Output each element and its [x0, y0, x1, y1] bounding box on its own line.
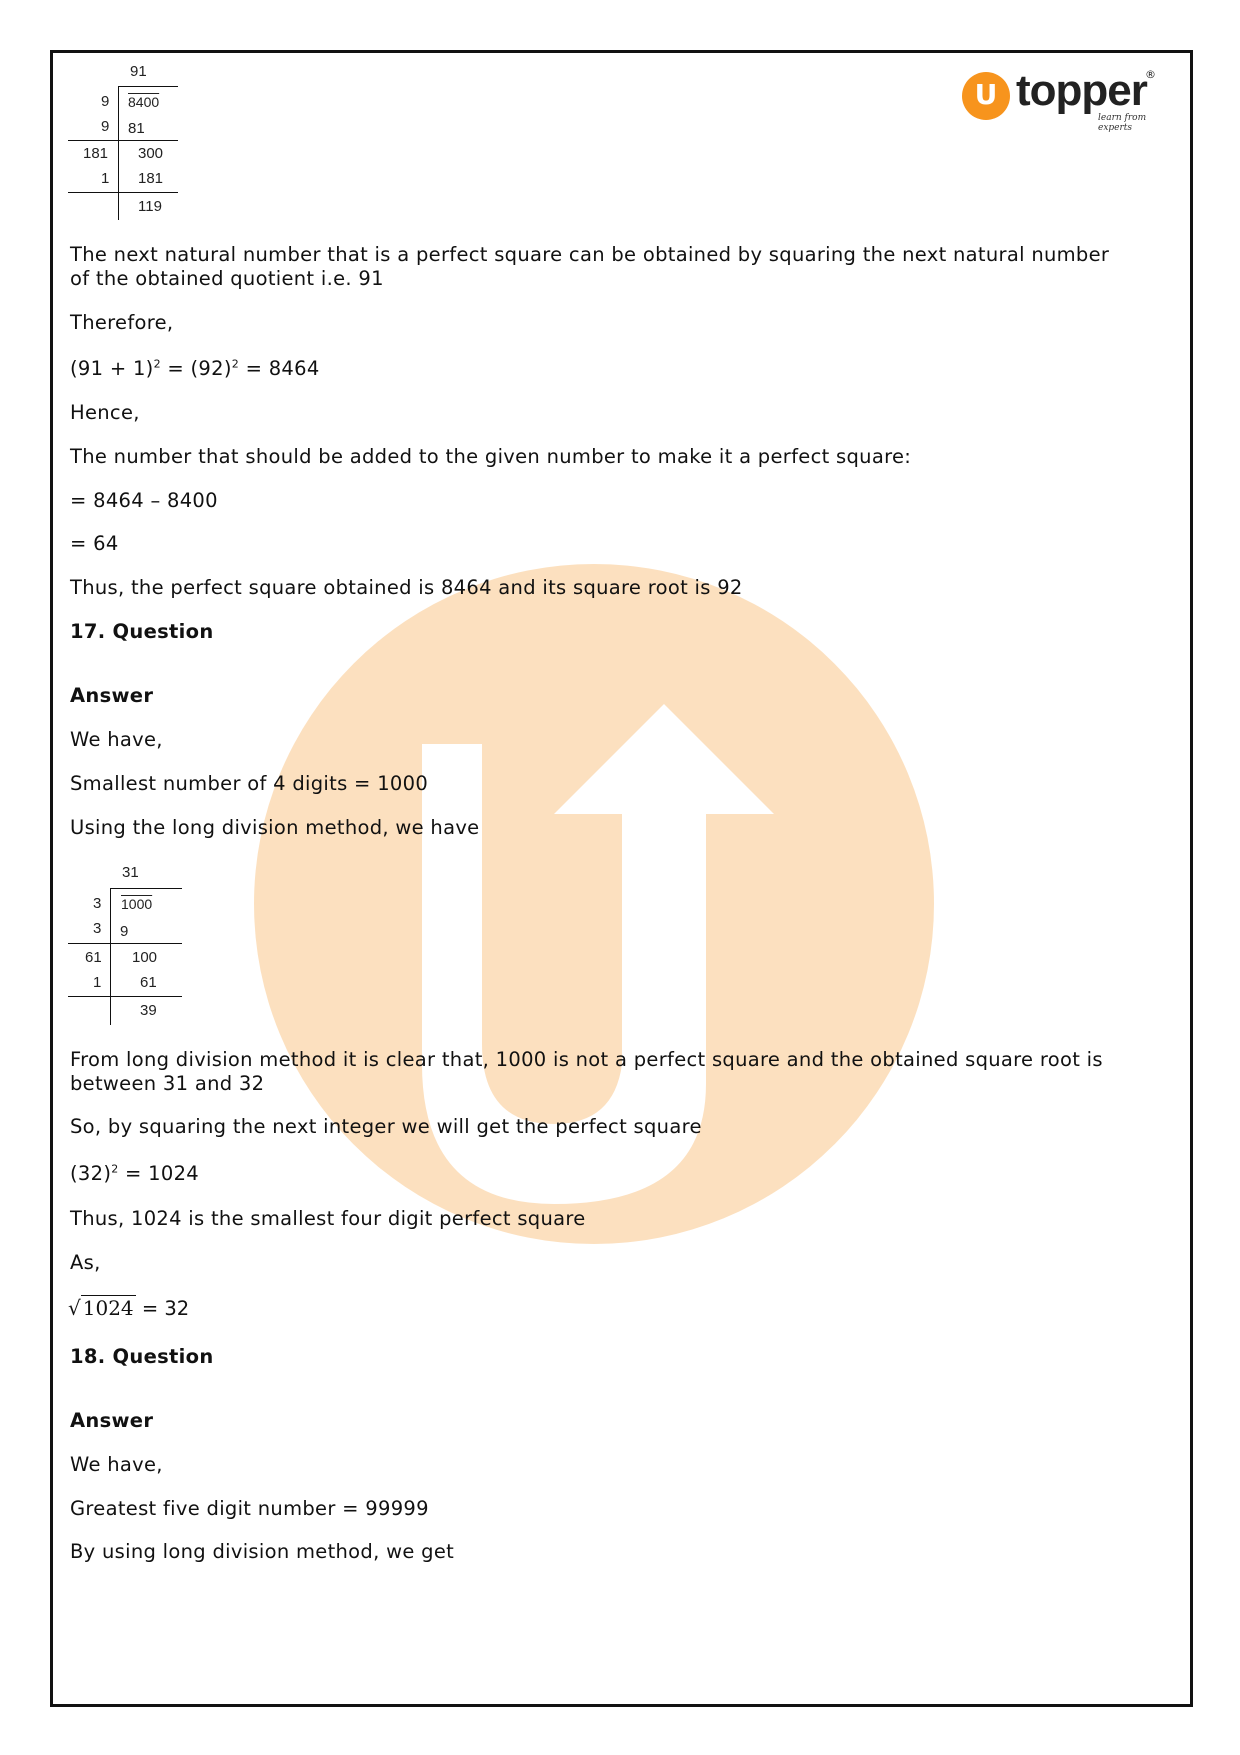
- paragraph: = 8464 – 8400: [70, 489, 218, 512]
- ld2-step: 9: [120, 923, 129, 940]
- page-border: [50, 50, 1193, 1707]
- eq-exponent: 2: [231, 357, 240, 371]
- equation: [70, 1162, 199, 1186]
- answer-heading: Answer: [70, 1409, 154, 1432]
- paragraph: So, by squaring the next integer we will get the perfect square: [70, 1115, 702, 1138]
- eq-part: = (92): [160, 357, 232, 380]
- paragraph: By using long division method, we get: [70, 1540, 455, 1563]
- ld2-step: 39: [140, 1002, 157, 1019]
- ld2-divisor: 3: [93, 920, 102, 937]
- eq-exponent: 2: [111, 1162, 119, 1176]
- equation: [70, 357, 320, 381]
- paragraph: Therefore,: [70, 311, 174, 334]
- ld2-divisor: 61: [85, 949, 102, 966]
- ld2-quotient: 31: [122, 864, 139, 881]
- eq-part: = 1024: [118, 1162, 200, 1185]
- paragraph: Using the long division method, we have: [70, 816, 480, 839]
- ld1-step: 181: [138, 170, 164, 187]
- paragraph: Greatest five digit number = 99999: [70, 1497, 429, 1520]
- long-division-8400: [68, 60, 180, 220]
- paragraph: = 64: [70, 532, 119, 555]
- ld1-divisor: 181: [83, 145, 109, 162]
- logo-mark: U: [962, 72, 1010, 120]
- sqrt-result: = 32: [135, 1297, 190, 1320]
- ld2-step: 61: [140, 974, 157, 991]
- topper-logo: [962, 66, 1162, 133]
- square-root-expression: [68, 1295, 189, 1320]
- ld1-dividend: 8400: [128, 94, 160, 110]
- logo-tagline: learn from experts: [1098, 113, 1147, 133]
- ld2-divisor: 3: [93, 895, 102, 912]
- paragraph: From long division method it is clear that, 1000 is not a perfect square and the obtained square root is between 31 and 32: [70, 1048, 1103, 1095]
- ld1-divisor: 9: [101, 93, 110, 110]
- eq-part: = 8464: [239, 357, 320, 380]
- paragraph: Thus, the perfect square obtained is 8464 and its square root is 92: [70, 576, 743, 599]
- paragraph: We have,: [70, 1453, 163, 1476]
- paragraph: As,: [70, 1251, 101, 1274]
- paragraph: The number that should be added to the given number to make it a perfect square:: [70, 445, 912, 468]
- answer-heading: Answer: [70, 684, 154, 707]
- ld2-step: 100: [132, 949, 158, 966]
- paragraph: The next natural number that is a perfect square can be obtained by squaring the next natural number of the obtained quotient i.e. 91: [70, 243, 1110, 290]
- logo-name: topper: [1016, 66, 1147, 115]
- paragraph: Thus, 1024 is the smallest four digit perfect square: [70, 1207, 586, 1230]
- logo-registered: ®: [1145, 68, 1156, 81]
- eq-part: (32): [70, 1162, 112, 1185]
- ld1-step: 300: [138, 145, 164, 162]
- paragraph: Hence,: [70, 401, 140, 424]
- question-heading: 17. Question: [70, 620, 214, 643]
- ld2-dividend: 1000: [121, 896, 153, 912]
- eq-part: (91 + 1): [70, 357, 154, 380]
- long-division-1000: [68, 862, 183, 1027]
- ld1-step: 81: [128, 120, 145, 137]
- paragraph: Smallest number of 4 digits = 1000: [70, 772, 429, 795]
- radicand: 1024: [82, 1296, 134, 1320]
- paragraph: We have,: [70, 728, 163, 751]
- ld1-quotient: 91: [130, 63, 147, 80]
- ld1-divisor: 1: [101, 170, 110, 187]
- ld1-divisor: 9: [101, 118, 110, 135]
- ld1-step: 119: [138, 198, 162, 215]
- eq-exponent: 2: [153, 357, 161, 371]
- question-heading: 18. Question: [70, 1345, 214, 1368]
- radical-sign-icon: √: [68, 1296, 81, 1320]
- ld2-divisor: 1: [93, 974, 102, 991]
